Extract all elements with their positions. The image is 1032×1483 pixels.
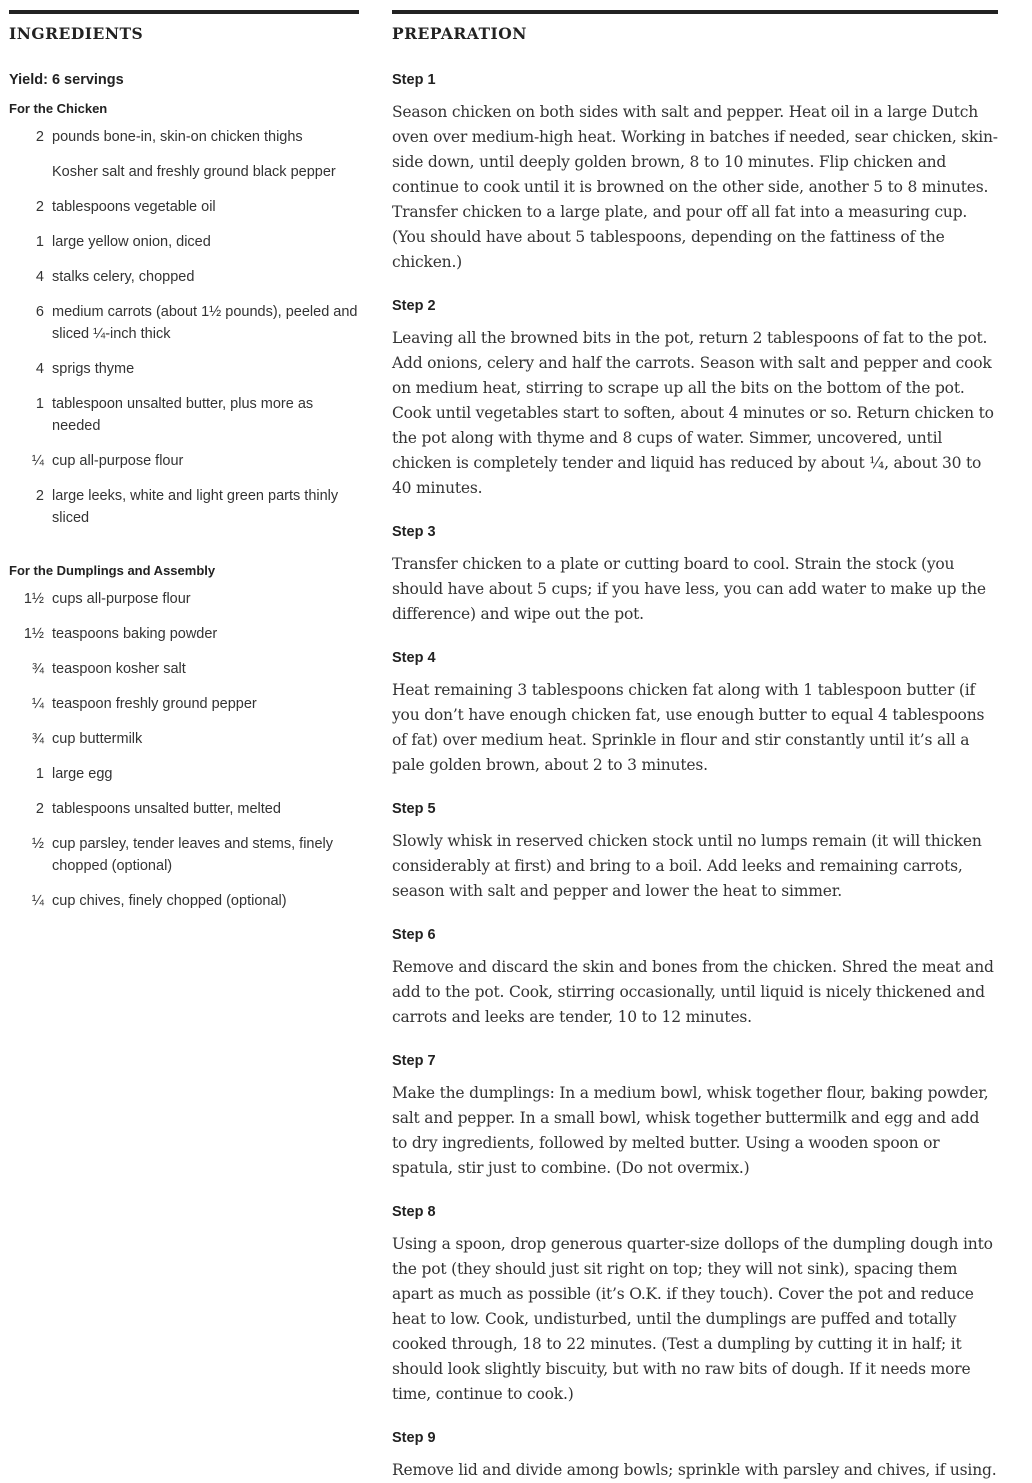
ingredient-item <box>9 485 359 529</box>
ingredient-group-title: For the Chicken <box>9 101 108 116</box>
ingredients-rule <box>9 10 359 14</box>
ingredient-text: cup all-purpose flour <box>52 453 184 469</box>
ingredient-text: cups all-purpose flour <box>52 591 191 607</box>
ingredient-text: cup buttermilk <box>52 731 143 747</box>
ingredient-text: tablespoons vegetable oil <box>52 199 216 215</box>
step-text: Season chicken on both sides with salt and pepper. Heat oil in a large Dutch oven over medium-high heat. Working in batches if needed, sear chicken, skin-side down, until deeply golden brown, 8 to 10 minutes. Flip chicken and continue to cook until it is browned on the other side, another 5 to 8 minutes. Transfer chicken to a large plate, and pour off all fat into a measuring cup. (You should have about 5 tablespoons, depending on the fattiness of the chicken.) <box>392 103 998 271</box>
ingredient-item <box>9 798 359 820</box>
step-text: Slowly whisk in reserved chicken stock until no lumps remain (it will thicken considerably at first) and bring to a boil. Add leeks and remaining carrots, season with salt and pepper and lower the heat to simmer. <box>392 832 982 900</box>
step-label: Step 6 <box>392 927 436 943</box>
step-text: Using a spoon, drop generous quarter-size dollops of the dumpling dough into the pot (they should just sit right on top; they will not sink), spacing them apart as much as possible (it’s O.K. if they touch). Cover the pot and reduce heat to low. Cook, undisturbed, until the dumplings are puffed and totally cooked through, 18 to 22 minutes. (Test a dumpling by cutting it in half; it should look slightly biscuity, but with no raw bits of dough. If it needs more time, continue to cook.) <box>392 1235 993 1403</box>
ingredient-text: medium carrots (about 1½ pounds), peeled and sliced ¼-inch thick <box>52 304 358 342</box>
step-label: Step 8 <box>392 1204 436 1220</box>
ingredient-item <box>9 393 359 437</box>
ingredient-qty: ¼ <box>31 453 44 469</box>
step-text: Transfer chicken to a plate or cutting board to cool. Strain the stock (you should have about 5 cups; if you have less, you can add water to make up the difference) and wipe out the pot. <box>392 555 986 623</box>
step-text: Leaving all the browned bits in the pot, return 2 tablespoons of fat to the pot. Add onions, celery and half the carrots. Season with salt and pepper and cook on medium heat, stirring to scrape up all the bits on the bottom of the pot. Cook until vegetables start to soften, about 4 minutes or so. Return chicken to the pot along with thyme and 8 cups of water. Simmer, uncovered, until chicken is completely tender and liquid has reduced by about ¼, about 30 to 40 minutes. <box>392 329 994 497</box>
ingredients-heading: INGREDIENTS <box>9 24 144 43</box>
step-text: Remove lid and divide among bowls; sprinkle with parsley and chives, if using. <box>392 1461 997 1479</box>
ingredient-qty: ¾ <box>31 731 44 747</box>
ingredient-item <box>9 126 359 148</box>
ingredient-qty: ¾ <box>31 661 44 677</box>
step-label: Step 5 <box>392 801 436 817</box>
ingredient-item <box>9 728 359 750</box>
ingredient-item <box>9 161 359 183</box>
ingredient-text: large leeks, white and light green parts thinly sliced <box>52 488 339 526</box>
step <box>392 1429 998 1483</box>
ingredient-item <box>9 588 359 610</box>
step-text: Remove and discard the skin and bones from the chicken. Shred the meat and add to the pot. Cook, stirring occasionally, until liquid is nicely thickened and carrots and leeks are tender, 10 to 12 minutes. <box>392 958 994 1026</box>
ingredient-text: large yellow onion, diced <box>52 234 211 250</box>
ingredient-item <box>9 196 359 218</box>
ingredient-item <box>9 833 359 877</box>
ingredient-item <box>9 890 359 912</box>
ingredient-qty: 1 <box>35 766 44 782</box>
ingredient-text: tablespoon unsalted butter, plus more as needed <box>52 396 314 434</box>
ingredient-text: Kosher salt and freshly ground black pepper <box>52 164 336 180</box>
step <box>392 523 998 627</box>
ingredient-item <box>9 266 359 288</box>
preparation-rule <box>392 10 998 14</box>
preparation-heading: PREPARATION <box>392 24 527 43</box>
ingredient-qty: ¼ <box>31 696 44 712</box>
ingredient-qty: ¼ <box>31 893 44 909</box>
step <box>392 649 998 778</box>
ingredient-qty: 1½ <box>23 626 44 642</box>
step-label: Step 3 <box>392 524 436 540</box>
ingredient-text: large egg <box>52 766 113 782</box>
step <box>392 71 998 275</box>
ingredient-list-chicken <box>9 126 359 529</box>
ingredient-text: teaspoons baking powder <box>52 626 218 642</box>
ingredient-qty: 2 <box>35 199 44 215</box>
step <box>392 800 998 904</box>
ingredient-group-title: For the Dumplings and Assembly <box>9 563 216 578</box>
ingredient-text: pounds bone-in, skin-on chicken thighs <box>52 129 303 145</box>
ingredient-text: cup parsley, tender leaves and stems, finely chopped (optional) <box>52 836 334 874</box>
step-label: Step 1 <box>392 72 436 88</box>
ingredient-text: teaspoon freshly ground pepper <box>52 696 257 712</box>
ingredient-qty: 4 <box>35 361 44 377</box>
step-text: Make the dumplings: In a medium bowl, whisk together flour, baking powder, salt and pepper. In a small bowl, whisk together buttermilk and egg and add to dry ingredients, followed by melted butter. Using a wooden spoon or spatula, stir just to combine. (Do not overmix.) <box>392 1084 989 1177</box>
step <box>392 297 998 501</box>
ingredient-item <box>9 301 359 345</box>
preparation-column <box>392 10 998 1483</box>
ingredient-qty: ½ <box>31 836 44 852</box>
ingredient-qty: 2 <box>35 129 44 145</box>
step <box>392 1052 998 1181</box>
ingredient-qty: 2 <box>35 488 44 504</box>
ingredient-qty: 2 <box>35 801 44 817</box>
ingredient-item <box>9 693 359 715</box>
ingredient-qty: 1½ <box>23 591 44 607</box>
step-label: Step 2 <box>392 298 436 314</box>
ingredients-column <box>9 10 359 912</box>
ingredient-qty: 1 <box>35 396 44 412</box>
ingredient-item <box>9 763 359 785</box>
step-label: Step 7 <box>392 1053 436 1069</box>
ingredient-qty: 6 <box>35 304 44 320</box>
ingredient-item <box>9 450 359 472</box>
step-label: Step 4 <box>392 650 436 666</box>
ingredient-qty: 1 <box>35 234 44 250</box>
yield: Yield: 6 servings <box>9 72 124 88</box>
ingredient-text: teaspoon kosher salt <box>52 661 186 677</box>
step-text: Heat remaining 3 tablespoons chicken fat along with 1 tablespoon butter (if you don’t have enough chicken fat, use enough butter to equal 4 tablespoons of fat) over medium heat. Sprinkle in flour and stir constantly until it’s all a pale golden brown, about 2 to 3 minutes. <box>392 681 985 774</box>
ingredient-text: tablespoons unsalted butter, melted <box>52 801 281 817</box>
ingredient-item <box>9 231 359 253</box>
step-label: Step 9 <box>392 1430 436 1446</box>
ingredient-text: cup chives, finely chopped (optional) <box>52 893 287 909</box>
ingredient-list-dumplings <box>9 588 359 912</box>
ingredient-item <box>9 658 359 680</box>
ingredient-item <box>9 358 359 380</box>
ingredient-item <box>9 623 359 645</box>
step <box>392 1203 998 1407</box>
step <box>392 926 998 1030</box>
ingredient-text: stalks celery, chopped <box>52 269 195 285</box>
ingredient-text: sprigs thyme <box>52 361 135 377</box>
ingredient-qty <box>9 161 52 183</box>
ingredient-qty: 4 <box>35 269 44 285</box>
